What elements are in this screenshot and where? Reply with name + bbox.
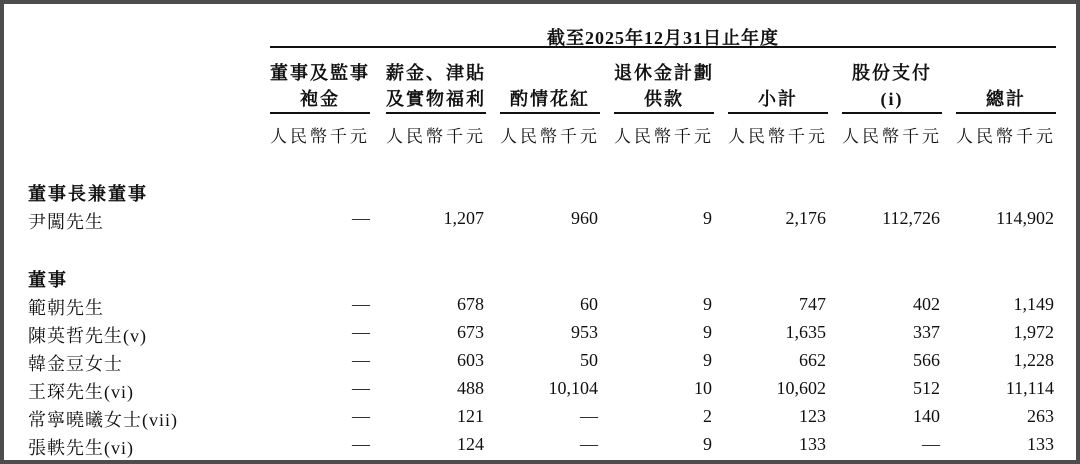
table-cell: 9 [703,434,712,454]
table-cell: — [352,294,370,314]
table-cell: 10 [694,378,712,398]
table-cell: 9 [703,322,712,342]
column-header-total [956,54,1056,114]
column-header-pension [614,54,714,114]
table-cell: 673 [457,322,484,342]
table-cell: 1,635 [785,322,826,342]
column-header-share-payment [842,54,942,114]
director-name: 常寧曉曦女士(vii) [28,410,178,430]
section-title: 董事長兼董事 [28,184,148,204]
table-cell: 60 [580,294,598,314]
table-cell: — [580,406,598,426]
table-cell: — [352,434,370,454]
table-cell: 124 [457,434,484,454]
table-cell: 337 [913,322,940,342]
director-name: 王琛先生(vi) [28,382,134,402]
column-unit: 人民幣千元 [500,127,600,146]
table-cell: 960 [571,208,598,228]
director-name: 韓金豆女士 [28,354,123,374]
column-unit: 人民幣千元 [956,127,1056,146]
column-header-line: 薪金、津貼 [386,63,486,83]
table-cell: 10,602 [776,378,826,398]
column-header-fees [270,54,370,114]
table-cell: 121 [457,406,484,426]
director-name: 張軼先生(vi) [28,438,134,458]
table-cell: 402 [913,294,940,314]
period-header-rule [270,46,1056,48]
table-cell: 2,176 [785,208,826,228]
column-header-line: 總計 [986,89,1026,109]
table-cell: 9 [703,208,712,228]
table-row [4,378,1076,406]
table-cell: — [352,406,370,426]
director-name: 尹闖先生 [28,212,104,232]
table-row [4,322,1076,350]
table-cell: 114,902 [996,208,1054,228]
table-cell: 566 [913,350,940,370]
column-unit: 人民幣千元 [270,127,370,146]
table-cell: 11,114 [1005,378,1054,398]
table-cell: 10,104 [548,378,598,398]
table-cell: 1,207 [443,208,484,228]
director-name: 範朝先生 [28,298,104,318]
column-header-subtotal [728,54,828,114]
column-unit: 人民幣千元 [728,127,828,146]
director-name: 陳英哲先生(v) [28,326,147,346]
table-cell: 1,972 [1013,322,1054,342]
table-cell: 50 [580,350,598,370]
column-header-line: 董事及監事 [270,63,370,83]
column-header-line: 退休金計劃 [614,63,714,83]
column-header-line: 及實物福利 [386,89,486,109]
table-cell: 1,228 [1013,350,1054,370]
table-cell: 2 [703,406,712,426]
section-title: 董事 [28,270,68,290]
table-row [4,406,1076,434]
table-cell: — [352,322,370,342]
table-cell: — [580,434,598,454]
table-row [4,208,1076,236]
table-row [4,294,1076,322]
column-header-line: 酌情花紅 [510,89,590,109]
period-header: 截至2025年12月31日止年度 [547,28,779,48]
table-cell: 263 [1027,406,1054,426]
column-header-line: 袍金 [300,89,340,109]
table-cell: — [352,350,370,370]
table-cell: 1,149 [1013,294,1054,314]
table-cell: 488 [457,378,484,398]
table-cell: 133 [1027,434,1054,454]
table-cell: 512 [913,378,940,398]
table-cell: — [922,434,940,454]
table-cell: — [352,208,370,228]
column-unit: 人民幣千元 [842,127,942,146]
table-cell: — [352,378,370,398]
column-unit: 人民幣千元 [614,127,714,146]
table-cell: 747 [799,294,826,314]
table-cell: 953 [571,322,598,342]
table-cell: 678 [457,294,484,314]
column-header-bonus [500,54,600,114]
table-cell: 9 [703,350,712,370]
table-cell: 112,726 [882,208,940,228]
table-cell: 603 [457,350,484,370]
table-cell: 133 [799,434,826,454]
table-cell: 123 [799,406,826,426]
column-header-line: 供款 [644,89,684,109]
column-header-salaries [386,54,486,114]
column-unit: 人民幣千元 [386,127,486,146]
column-header-line: 小計 [758,89,798,109]
table-cell: 9 [703,294,712,314]
table-row [4,350,1076,378]
column-header-line: 股份支付(i) [852,63,932,109]
table-cell: 140 [913,406,940,426]
table-cell: 662 [799,350,826,370]
table-row [4,434,1076,462]
